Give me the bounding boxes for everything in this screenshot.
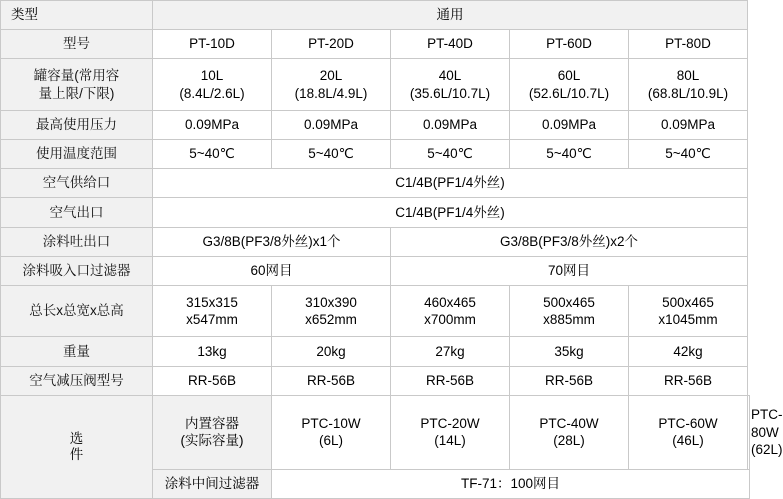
- cell-dimensions-2-line2: x652mm: [305, 312, 357, 328]
- cell-option-container-2-line2: (14L): [434, 433, 466, 449]
- cell-model-2: PT-20D: [272, 30, 391, 59]
- cell-capacity-3-line2: (35.6L/10.7L): [409, 85, 491, 101]
- row-label-capacity-line2: 量上限/下限): [38, 85, 115, 101]
- cell-dimensions-4-line2: x885mm: [543, 312, 595, 328]
- cell-dimensions-5-line1: 500x465: [662, 294, 714, 310]
- cell-option-container-2-line1: PTC-20W: [420, 415, 480, 431]
- cell-capacity-3-line1: 40L: [438, 68, 462, 84]
- cell-capacity-4-line1: 60L: [557, 68, 581, 84]
- cell-option-container-4: [629, 395, 748, 469]
- row-label-capacity-line1: 罐容量(常用容: [33, 68, 120, 84]
- sub-label-container-line1: 内置容器: [185, 415, 239, 431]
- cell-pressure-2: 0.09MPa: [272, 110, 391, 139]
- cell-dimensions-3-line2: x700mm: [424, 312, 476, 328]
- sub-label-paint-filter: 涂料中间过滤器: [153, 469, 272, 498]
- sub-label-container-line2: (实际容量): [180, 433, 244, 449]
- sub-label-container: [153, 395, 272, 469]
- table-row-regulator: [1, 366, 750, 395]
- cell-capacity-2-line1: 20L: [319, 68, 343, 84]
- cell-intake-filter-left: 60网目: [153, 256, 391, 285]
- row-label-intake-filter: 涂料吸入口过滤器: [1, 256, 153, 285]
- cell-dimensions-5: [629, 286, 748, 337]
- table-row-intake-filter: [1, 256, 750, 285]
- cell-pressure-3: 0.09MPa: [391, 110, 510, 139]
- cell-temperature-2: 5~40℃: [272, 140, 391, 169]
- table-row-pressure: [1, 110, 750, 139]
- table-row-temperature: [1, 140, 750, 169]
- cell-option-container-5: PTC-80W (62L): [748, 395, 750, 469]
- cell-regulator-4: RR-56B: [510, 366, 629, 395]
- cell-paint-outlet-right: G3/8B(PF3/8外丝)x2个: [391, 227, 748, 256]
- table-row-paint-outlet: [1, 227, 750, 256]
- cell-model-3: PT-40D: [391, 30, 510, 59]
- cell-capacity-5-line2: (68.8L/10.9L): [647, 85, 729, 101]
- cell-dimensions-3: [391, 286, 510, 337]
- row-label-options-line2: 件: [69, 446, 84, 462]
- table-row-weight: [1, 337, 750, 366]
- row-label-options-line1: 选: [69, 431, 84, 447]
- table-row-air-outlet: [1, 198, 750, 227]
- cell-dimensions-4-line1: 500x465: [543, 294, 595, 310]
- cell-option-container-1-line1: PTC-10W: [301, 415, 361, 431]
- row-label-air-outlet: 空气出口: [1, 198, 153, 227]
- cell-regulator-3: RR-56B: [391, 366, 510, 395]
- cell-dimensions-1-line2: x547mm: [186, 312, 238, 328]
- cell-intake-filter-right: 70网目: [391, 256, 748, 285]
- row-label-dimensions: 总长x总宽x总高: [1, 286, 153, 337]
- row-label-capacity: [1, 59, 153, 110]
- cell-air-supply: C1/4B(PF1/4外丝): [153, 169, 748, 198]
- cell-capacity-1-line1: 10L: [200, 68, 224, 84]
- cell-regulator-2: RR-56B: [272, 366, 391, 395]
- cell-model-5: PT-80D: [629, 30, 748, 59]
- cell-option-container-4-line2: (46L): [672, 433, 704, 449]
- cell-weight-3: 27kg: [391, 337, 510, 366]
- cell-capacity-4-line2: (52.6L/10.7L): [528, 85, 610, 101]
- row-label-paint-outlet: 涂料吐出口: [1, 227, 153, 256]
- cell-dimensions-3-line1: 460x465: [424, 294, 476, 310]
- row-label-temperature: 使用温度范围: [1, 140, 153, 169]
- cell-capacity-5-line1: 80L: [676, 68, 700, 84]
- table-row-model: [1, 30, 750, 59]
- cell-temperature-5: 5~40℃: [629, 140, 748, 169]
- cell-weight-2: 20kg: [272, 337, 391, 366]
- cell-option-container-2: [391, 395, 510, 469]
- cell-dimensions-1-line1: 315x315: [186, 294, 238, 310]
- row-label-air-supply: 空气供给口: [1, 169, 153, 198]
- table-row-option-container: [1, 395, 750, 469]
- cell-capacity-3: [391, 59, 510, 110]
- table-row-dimensions: [1, 286, 750, 337]
- row-label-model: 型号: [1, 30, 153, 59]
- cell-weight-1: 13kg: [153, 337, 272, 366]
- cell-option-container-3-line2: (28L): [553, 433, 585, 449]
- cell-temperature-1: 5~40℃: [153, 140, 272, 169]
- cell-option-container-1: [272, 395, 391, 469]
- row-label-regulator: 空气减压阀型号: [1, 366, 153, 395]
- cell-option-container-3: [510, 395, 629, 469]
- cell-dimensions-1: [153, 286, 272, 337]
- cell-capacity-1: [153, 59, 272, 110]
- cell-dimensions-2: [272, 286, 391, 337]
- cell-option-filter-value: TF-71：100网目: [272, 469, 750, 498]
- cell-capacity-2: [272, 59, 391, 110]
- cell-dimensions-4: [510, 286, 629, 337]
- cell-regulator-1: RR-56B: [153, 366, 272, 395]
- cell-weight-4: 35kg: [510, 337, 629, 366]
- cell-option-container-4-line1: PTC-60W: [658, 415, 718, 431]
- cell-option-container-1-line2: (6L): [318, 433, 343, 449]
- cell-dimensions-2-line1: 310x390: [305, 294, 357, 310]
- cell-dimensions-5-line2: x1045mm: [658, 312, 718, 328]
- table-row-capacity: [1, 59, 750, 110]
- table-row-air-supply: [1, 169, 750, 198]
- cell-pressure-5: 0.09MPa: [629, 110, 748, 139]
- cell-option-container-3-line1: PTC-40W: [539, 415, 599, 431]
- cell-regulator-5: RR-56B: [629, 366, 748, 395]
- row-label-weight: 重量: [1, 337, 153, 366]
- cell-temperature-4: 5~40℃: [510, 140, 629, 169]
- cell-model-1: PT-10D: [153, 30, 272, 59]
- cell-capacity-4: [510, 59, 629, 110]
- cell-capacity-5: [629, 59, 748, 110]
- cell-pressure-4: 0.09MPa: [510, 110, 629, 139]
- row-value-category: 通用: [153, 1, 748, 30]
- row-label-options: [1, 395, 153, 498]
- row-label-pressure: 最高使用压力: [1, 110, 153, 139]
- cell-capacity-1-line2: (8.4L/2.6L): [179, 85, 245, 101]
- table-row-category: [1, 1, 750, 30]
- cell-air-outlet: C1/4B(PF1/4外丝): [153, 198, 748, 227]
- cell-model-4: PT-60D: [510, 30, 629, 59]
- cell-weight-5: 42kg: [629, 337, 748, 366]
- cell-pressure-1: 0.09MPa: [153, 110, 272, 139]
- cell-temperature-3: 5~40℃: [391, 140, 510, 169]
- row-label-category: 类型: [1, 1, 153, 30]
- cell-paint-outlet-left: G3/8B(PF3/8外丝)x1个: [153, 227, 391, 256]
- cell-capacity-2-line2: (18.8L/4.9L): [294, 85, 368, 101]
